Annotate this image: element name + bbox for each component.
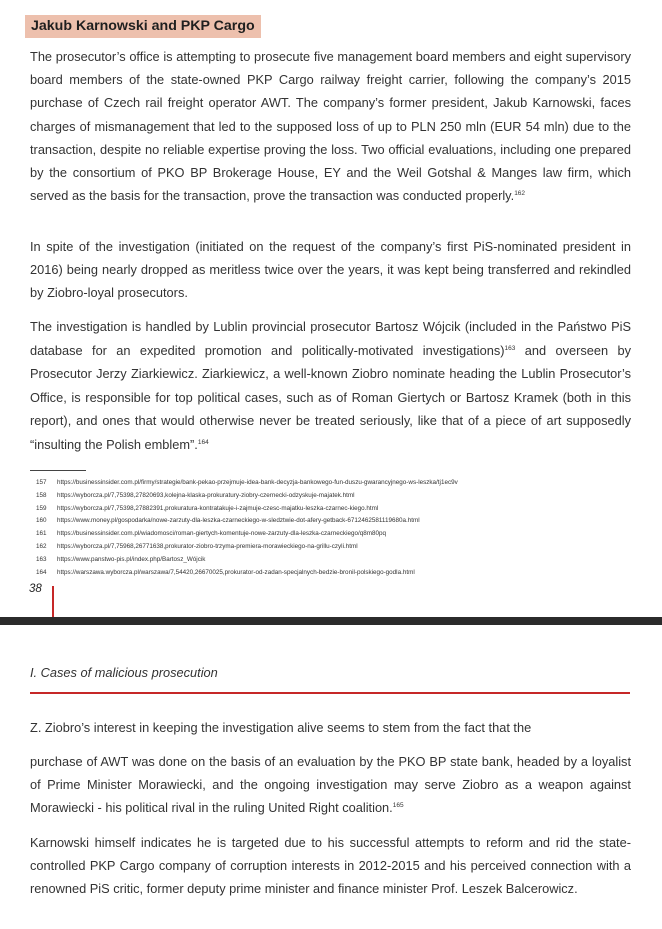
footnote-ref-162[interactable]: 162 (514, 190, 526, 198)
footnote-item (30, 541, 630, 554)
paragraph-3-text-a: The investigation is handled by Lublin provincial prosecutor Bartosz Wójcik (included in the Państwo PiS database for an expedited promotion and politically-motivated investigations) (30, 319, 631, 358)
footnote-link[interactable]: https://wyborcza.pl/7,75398,27882391,prokuratura-kontratakuje-i-zajmuje-czesc-majatku-leszka-czarnec-kiego.html (57, 504, 379, 512)
footnote-item (30, 528, 630, 541)
running-section-title: I. Cases of malicious prosecution (30, 665, 218, 680)
footnote-link[interactable]: https://businessinsider.com.pl/wiadomosci/roman-giertych-komentuje-nowe-zarzuty-dla-leszka-czarneckiego/q8m80pq (57, 530, 386, 538)
footnote-item (30, 515, 630, 528)
section-heading: Jakub Karnowski and PKP Cargo (25, 15, 261, 38)
footnote-link[interactable]: https://www.panstwo-pis.pl/index.php/Bartosz_Wójcik (57, 555, 206, 563)
page-number: 38 (29, 583, 42, 595)
footnote-item (30, 567, 630, 580)
footnote-list (30, 477, 630, 579)
footnote-number: 163 (36, 555, 47, 563)
footnote-link[interactable]: https://warszawa.wyborcza.pl/warszawa/7,54420,26670025,prokurator-od-zadan-specjalnych-bedzie-bronil-polskiego-godla.html (57, 568, 415, 576)
footnote-link[interactable]: https://businessinsider.com.pl/firmy/strategie/bank-pekao-przejmuje-idea-bank-decyzja-bankowego-fun-duszu-gwarancyjnego-ws-leszka/tj1ec9v (57, 479, 458, 486)
footnote-number: 164 (36, 568, 47, 576)
footnote-link[interactable]: https://wyborcza.pl/7,75968,26771638,prokurator-ziobro-trzyma-premiera-morawieckiego-na-grillu-czyli.html (57, 542, 358, 550)
footnote-number: 157 (36, 479, 47, 486)
paragraph-1 (30, 45, 631, 207)
page-break-divider (0, 617, 662, 625)
footnote-number: 159 (36, 504, 47, 512)
paragraph-4: Z. Ziobro’s interest in keeping the investigation alive seems to stem from the fact that the (30, 720, 532, 735)
footnote-link[interactable]: https://www.money.pl/gospodarka/nowe-zarzuty-dla-leszka-czarneckiego-w-sledztwie-dot-afery-getback-6712462581119680a.html (57, 517, 420, 525)
footnote-item (30, 554, 630, 567)
paragraph-2: In spite of the investigation (initiated on the request of the company’s first PiS-nominated president in 2016) being nearly dropped as meritless twice over the years, it was kept being transferred and rekindled by Ziobro-loyal prosecutors. (30, 239, 631, 301)
page-number-accent-line (52, 586, 54, 619)
footnote-ref-164[interactable]: 164 (197, 438, 209, 446)
footnote-item (30, 477, 630, 490)
footnote-item (30, 503, 630, 516)
footnote-ref-163[interactable]: 163 (504, 344, 516, 352)
footnote-number: 161 (36, 530, 47, 538)
paragraph-1-text: The prosecutor’s office is attempting to prosecute five management board members and eight supervisory board members of the state-owned PKP Cargo railway freight carrier, following the company’s 2015 purchase of Czech rail freight operator AWT. The company’s former president, Jakub Karnowski, faces charges of mismanagement that led to the supposed loss of up to PLN 250 mln (EUR 54 mln) due to the transaction, despite no reliable expertise proving the loss. Two official evaluations, including one prepared by the consortium of PKO BP Brokerage House, EY and the Weil Gotshal & Manges law firm, which served as the basis for the transaction, prove the transaction was conducted properly. (30, 49, 631, 204)
footnote-number: 160 (36, 517, 47, 525)
footnote-link[interactable]: https://wyborcza.pl/7,75398,27820693,kolejna-klaska-prokuratury-ziobry-czernecki-odzyskuje-majatek.html (57, 491, 355, 499)
paragraph-6: Karnowski himself indicates he is targeted due to his successful attempts to reform and rid the state-controlled PKP Cargo company of corruption interests in 2012-2015 and his perceived connection with a renowned PiS critic, former deputy prime minister and finance minister Prof. Leszek Balcerowicz. (30, 835, 631, 897)
footnote-ref-165[interactable]: 165 (392, 802, 404, 810)
paragraph-3-text-b: and overseen by Prosecutor Jerzy Ziarkiewicz. Ziarkiewicz, a well-known Ziobro nominate heading the Lublin Prosecutor’s Office, is responsible for top political cases, such as of Roman Giertych or Bartosz Kramek (both in this report), and ones that would otherwise never be treated seriously, like that of a piece of art supposedly “insulting the Polish emblem”. (30, 342, 631, 452)
paragraph-5-text: purchase of AWT was done on the basis of an evaluation by the PKO BP state bank, headed by a loyalist of Prime Minister Morawiecki, and the ongoing investigation may serve Ziobro as a weapon against Morawiecki - his political rival in the ruling United Right coalition. (30, 754, 631, 816)
paragraph-3 (30, 315, 631, 456)
footnote-divider (30, 470, 86, 471)
section-title-rule (30, 692, 630, 694)
footnote-number: 158 (36, 491, 47, 499)
paragraph-5 (30, 750, 631, 820)
footnote-number: 162 (36, 542, 47, 550)
footnote-item (30, 490, 630, 503)
